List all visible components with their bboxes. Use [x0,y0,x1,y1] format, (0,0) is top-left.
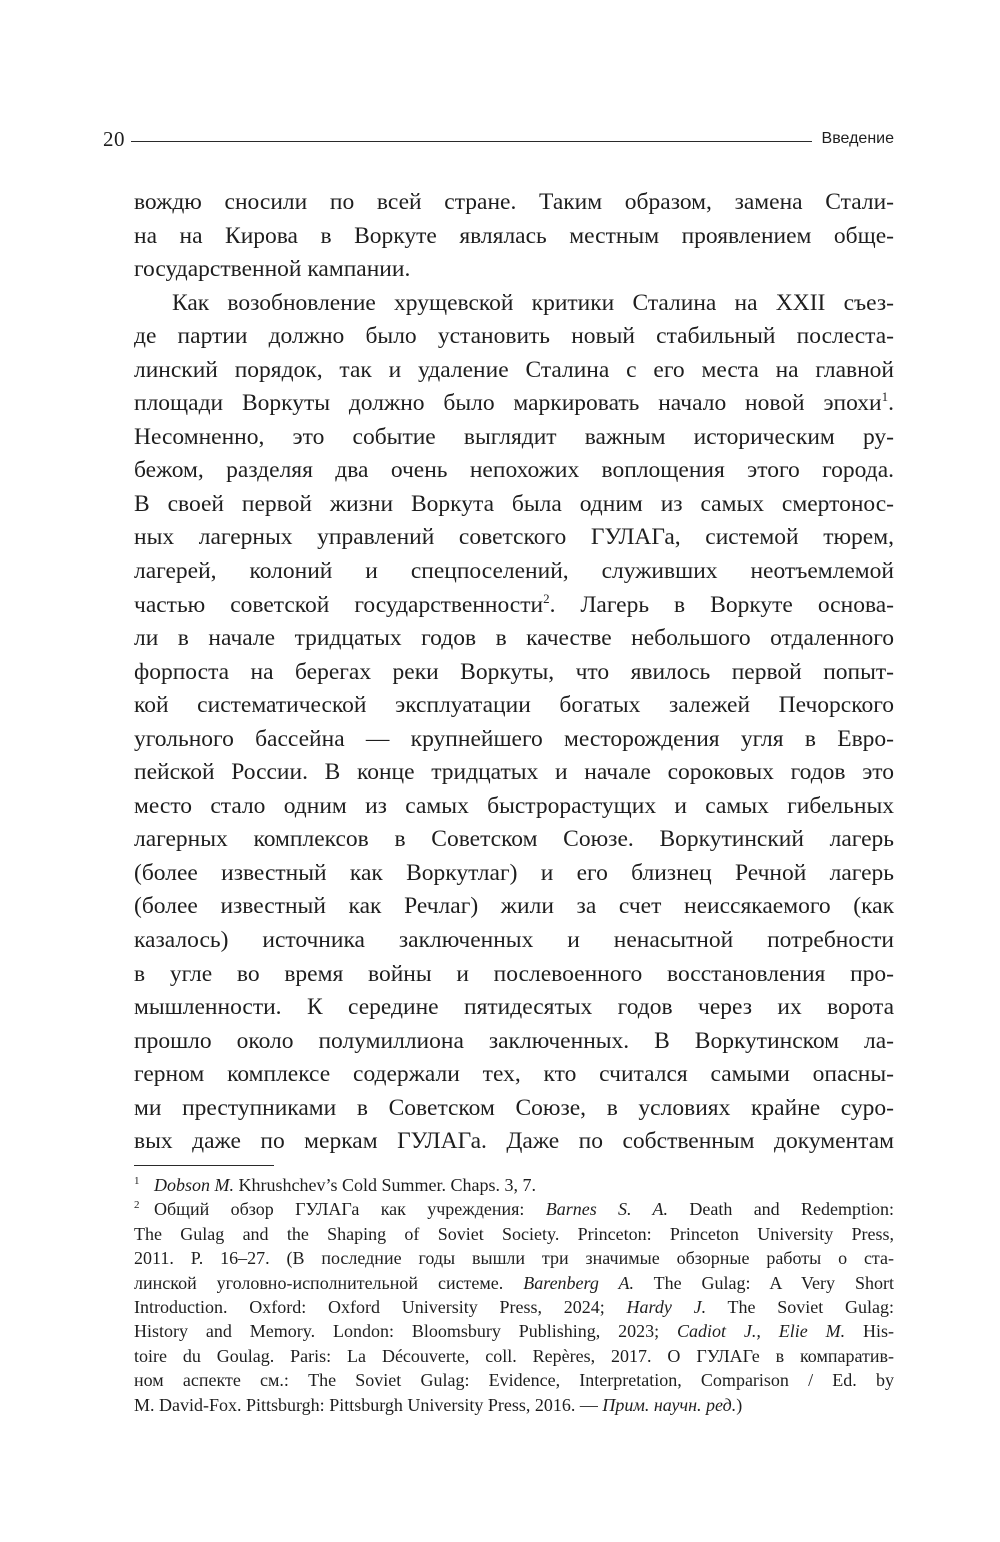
footnote-text: History and Memory. London: Bloomsbury Publishing, 2023; [134,1321,677,1342]
line-tail: . Лагерь в Воркуте основа- [549,591,894,618]
footnote-2-line [134,1197,894,1221]
text-line: в угле во время войны и послевоенного восстановления про- [134,960,894,987]
text-line: ных лагерных управлений советского ГУЛАГа, системой тюрем, [134,524,894,551]
footnote-2-line [134,1393,894,1417]
text-line: Как возобновление хрущевской критики Сталина на XXII съез- [172,289,894,316]
footnote-1 [134,1173,894,1197]
text-line: ми преступниками в Советском Союзе, в условиях крайне суро- [134,1094,894,1121]
text-line: кой систематической эксплуатации богатых залежей Печорского [134,692,894,719]
footnote-author: Barnes S. A. [545,1199,669,1220]
text-line: лагерей, колоний и спецпоселений, служивших неотъемлемой [134,558,894,585]
text-line: (более известный как Воркутлаг) и его близнец Речной лагерь [134,859,894,886]
footnote-author: Barenberg A. [523,1272,634,1293]
text-line: герном комплексе содержали тех, кто считался самыми опасны- [134,1061,894,1088]
section-title: Введение [821,130,894,147]
text-line: государственной кампании. [134,256,411,283]
text-line: ли в начале тридцатых годов в качестве небольшого отдаленного [134,625,894,652]
text-line [134,387,894,421]
text-line: лагерных комплексов в Советском Союзе. Воркутинский лагерь [134,826,894,853]
text-line: место стало одним из самых быстрорастущих и самых гибельных [134,792,894,819]
footnote-ref-2[interactable]: 2 [543,590,550,606]
footnote-ref-1[interactable]: 1 [881,389,889,405]
footnote-author: Cadiot J., Elie M. [677,1321,846,1342]
footnote-2-line [134,1295,894,1319]
line-text: частью советской государственности [134,591,544,618]
footnote-author: Dobson M. [154,1175,234,1195]
footnote-2-line: toire du Goulag. Paris: La Découverte, coll. Repères, 2017. О ГУЛАГе в компаратив- [134,1345,894,1366]
text-line: (более известный как Речлаг) жили за счет неиссякаемого (как [134,893,894,920]
text-line: мышленности. К середине пятидесятых годов через их ворота [134,994,894,1021]
text-line: прошло около полумиллиона заключенных. В Воркутинском ла- [134,1027,894,1054]
text-line: вых даже по меркам ГУЛАГа. Даже по собственным документам [134,1128,894,1155]
footnote-text: M. David-Fox. Pittsburgh: Pittsburgh University Press, 2016. — [134,1394,603,1415]
text-line: В своей первой жизни Воркута была одним из самых смертонос- [134,490,894,517]
text-line: вождю сносили по всей стране. Таким образом, замена Стали- [134,189,894,215]
text-line: на на Кирова в Воркуте являлась местным проявлением обще- [134,222,894,249]
footnote-2-line [134,1319,894,1343]
header-rule [131,141,812,142]
text-line: угольного бассейна — крупнейшего месторождения угля в Евро- [134,725,894,752]
footnote-text: The Gulag: A Very Short [633,1272,894,1293]
body-text [134,186,894,1159]
footnote-2-line: The Gulag and the Shaping of Soviet Society. Princeton: Princeton University Press, [134,1223,894,1244]
footnote-mark: 1 [134,1175,140,1187]
footnote-text: ) [736,1394,743,1415]
footnote-text: линской уголовно-исполнительной системе. [134,1272,524,1293]
footnote-2-line [134,1271,894,1295]
footnote-2-line: 2011. P. 16–27. (В последние годы вышли три значимые обзорные работы о ста- [134,1248,894,1269]
footnote-text: Общий обзор ГУЛАГа как учреждения: [154,1199,546,1220]
text-line [134,589,894,623]
running-header [103,124,894,154]
footnote-mark: 2 [134,1199,140,1212]
text-line: пейской России. В конце тридцатых и начале сороковых годов это [134,759,894,786]
footnote-text: Introduction. Oxford: Oxford University Press, 2024; [134,1296,627,1317]
text-line: де партии должно было установить новый стабильный послеста- [134,323,894,350]
text-line: линский порядок, так и удаление Сталина с его места на главной [134,356,894,383]
footnote-text: The Soviet Gulag: [706,1296,894,1317]
text-line: бежом, разделяя два очень непохожих воплощения этого города. [134,457,894,484]
footnote-text: His- [845,1321,895,1342]
footnote-separator [134,1165,274,1166]
page-number: 20 [103,126,125,151]
line-tail: . [888,390,894,417]
footnote-text: Death and Redemption: [668,1199,894,1220]
text-line: Несомненно, это событие выглядит важным историческим ру- [134,423,894,450]
footnote-2-line: ном аспекте см.: The Soviet Gulag: Evidence, Interpretation, Comparison / Ed. by [134,1370,894,1391]
line-text: площади Воркуты должно было маркировать начало новой эпохи [134,390,882,417]
footnotes [134,1173,894,1417]
footnote-text: Khrushchev’s Cold Summer. Chaps. 3, 7. [234,1175,536,1195]
text-line: форпоста на берегах реки Воркуты, что явилось первой попыт- [134,658,894,685]
footnote-author: Hardy J. [626,1296,707,1317]
text-line: казалось) источника заключенных и ненасытной потребности [134,927,894,954]
footnote-note: Прим. научн. ред. [602,1394,737,1415]
